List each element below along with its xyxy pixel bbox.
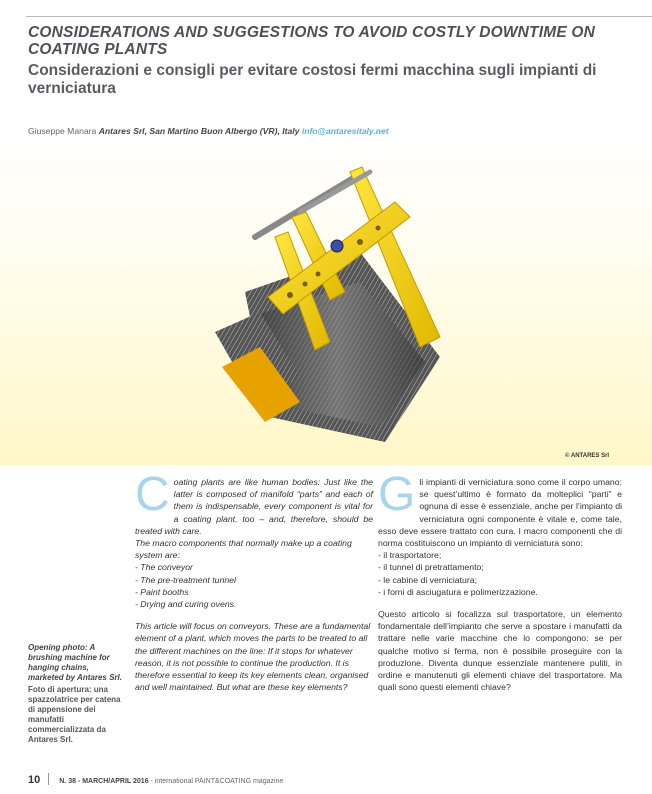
intro-text-italian: li impianti di verniciatura sono come il corpo umano: se quest’ultimo è formato da molteplici “parti” e ognuna di esse è essenziale, anche per l’impianto di verniciatura ogni componente è vitale e, come tale, esso deve essere trattato con cura. I macro componenti che di norma costituiscono un impianto di verniciatura sono:	[378, 477, 622, 549]
list-item: - il trasportatore;	[378, 550, 442, 561]
list-item: - Paint booths	[135, 586, 189, 597]
dropcap-english: C	[135, 468, 170, 521]
list-item: - le cabine di verniciatura;	[378, 574, 477, 585]
photo-caption	[28, 643, 126, 745]
photo-credit: © ANTARES Srl	[565, 453, 610, 459]
issue-info	[59, 778, 283, 785]
byline	[28, 126, 389, 136]
list-item: - i forni di asciugatura e polimerizzazione.	[378, 586, 538, 597]
list-item: - Drying and curing ovens.	[135, 599, 237, 610]
magazine-name: - international PAINT&COATING magazine	[148, 778, 284, 785]
footer-divider	[48, 773, 49, 785]
intro-text-english: oating plants are like human bodies: Just like the latter is composed of manifold “parts” and each of them is indispensable, every component is vital for a coating plant, too – and, therefore, should be treated with care.	[135, 477, 373, 536]
page-footer	[28, 770, 283, 788]
caption-english: Opening photo: A brushing machine for hanging chains, marketed by Antares Srl.	[28, 643, 122, 682]
article-title-english: CONSIDERATIONS AND SUGGESTIONS TO AVOID COSTLY DOWNTIME ON COATING PLANTS	[28, 24, 596, 58]
author-email-link[interactable]: info@antaresitaly.net	[301, 126, 389, 136]
intro-paragraph-italian	[378, 468, 622, 549]
opening-photo	[0, 142, 652, 465]
list-item: - il tunnel di pretrattamento;	[378, 562, 484, 573]
dropcap-italian: G	[378, 468, 416, 521]
list-item: - The conveyor	[135, 562, 193, 573]
article-title-italian: Considerazioni e consigli per evitare costosi fermi macchina sugli impianti di verniciatura	[28, 62, 597, 97]
issue-number: N. 38 - MARCH/APRIL 2016	[59, 778, 149, 785]
page-number: 10	[28, 774, 41, 786]
caption-italian: Foto di apertura: una spazzolatrice per catena di appensione dei manufatti commercializzata da Antares Srl.	[28, 685, 121, 744]
author-name: Giuseppe Manara	[28, 126, 97, 136]
article-column-english	[135, 468, 373, 693]
components-intro-english: The macro components that normally make up a coating system are:	[135, 538, 352, 561]
list-item: - The pre-treatment tunnel	[135, 574, 236, 585]
article-column-italian	[378, 468, 622, 693]
intro-paragraph-english	[135, 468, 373, 537]
focus-paragraph-italian: Questo articolo si focalizza sul trasportatore, un elemento fondamentale dell’impianto che serve a spostare i manufatti da trattare nelle varie macchine che lo compongono: se per qualche motivo si ferma, non è possibile proseguire con la produzione. Diventa dunque essenziale mantenere puliti, in ordine e manutenuti gli elementi chiave del trasportatore. Ma quali sono questi elementi chiave?	[378, 609, 622, 693]
author-affiliation: Antares Srl, San Martino Buon Albergo (VR), Italy	[98, 126, 300, 136]
components-list-english	[135, 561, 373, 610]
focus-paragraph-english: This article will focus on conveyors. These are a fundamental element of a plant, which moves the parts to be treated to all the different machines on the line: If it stops for whatever reason, it is not possible to continue the production. It is therefore essential to keep its key elements clean, organised and well maintained. But what are these key elements?	[135, 621, 371, 693]
components-list-italian	[378, 549, 622, 598]
top-rule	[26, 16, 652, 17]
brushing-machine-icon	[0, 142, 652, 465]
